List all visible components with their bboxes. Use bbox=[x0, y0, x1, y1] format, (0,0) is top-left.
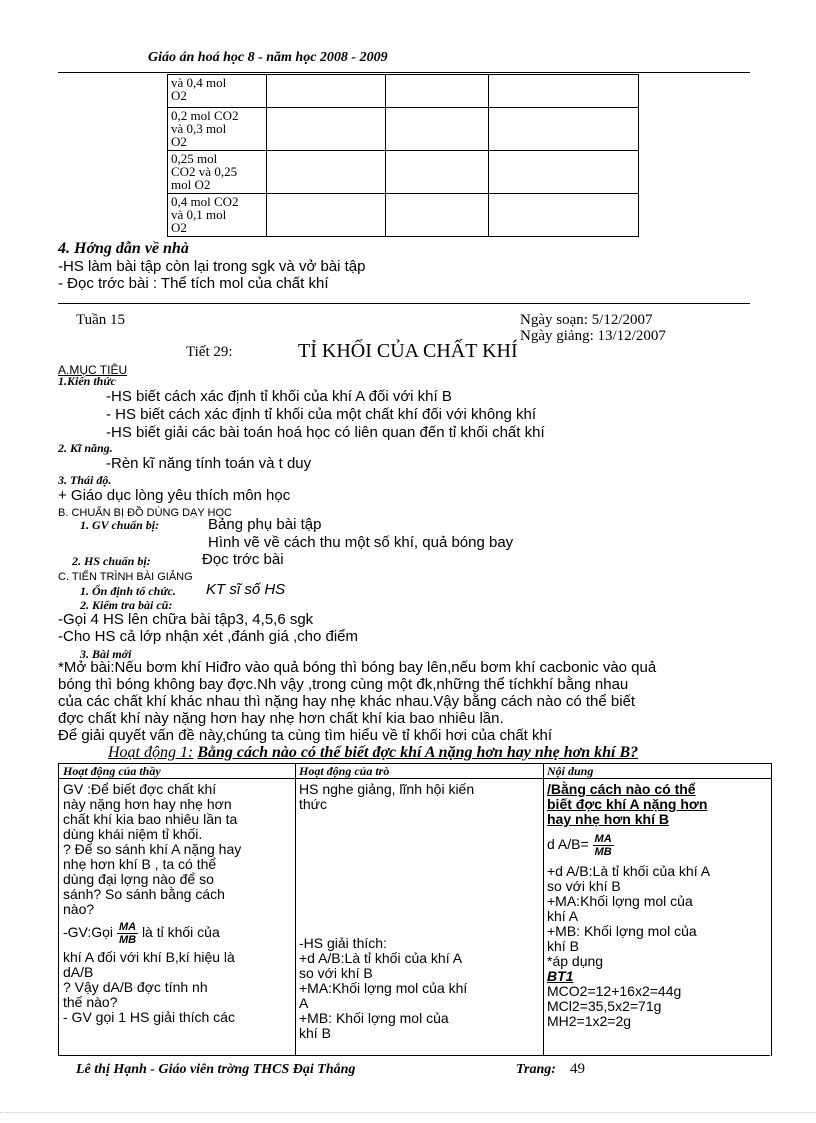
subheading: 1. GV chuẩn bị: bbox=[80, 518, 160, 532]
teacher-line: sánh? So sánh bằng cách bbox=[63, 886, 225, 902]
header-divider bbox=[59, 778, 771, 779]
teacher-line: nào? bbox=[63, 901, 95, 917]
table-row bbox=[168, 151, 639, 194]
teacher-line: nhẹ hơn khí B , ta có thể bbox=[63, 856, 217, 872]
exercise-label: BT1 bbox=[547, 968, 574, 984]
intro-line: Để giải quyết vấn đề này,chúng ta cùng tìm hiểu về tỉ khối hơi của chất khí bbox=[58, 727, 553, 744]
teacher-line: thế nào? bbox=[63, 994, 118, 1010]
table-cell bbox=[267, 108, 386, 151]
running-header: Giáo án hoá học 8 - năm học 2008 - 2009 bbox=[148, 50, 388, 65]
step-line: -Gọi 4 HS lên chữa bài tập3, 4,5,6 sgk bbox=[58, 611, 314, 628]
objective-line: -Rèn kĩ năng tính toán và t duy bbox=[106, 455, 312, 472]
table-cell: và 0,4 mol O2 bbox=[168, 75, 267, 108]
subheading: 2. HS chuẩn bị: bbox=[72, 554, 151, 568]
prev-table bbox=[167, 74, 639, 237]
lesson-title: TỈ KHỐI CỦA CHẤT KHÍ bbox=[298, 340, 518, 362]
content-title: hay nhẹ hơn khí B bbox=[547, 811, 669, 827]
period-label: Tiết 29: bbox=[186, 344, 233, 360]
teach-date: Ngày giảng: 13/12/2007 bbox=[520, 328, 666, 344]
column-divider bbox=[543, 764, 544, 1056]
objective-line: -HS biết giải các bài toán hoá học có liên quan đến tỉ khối chất khí bbox=[106, 424, 545, 441]
teacher-line: ? Để so sánh khí A nặng hay bbox=[63, 841, 242, 857]
content-formula: d A/B= $\frac{MA}{MB}$ bbox=[547, 833, 612, 858]
subheading: 3. Thái độ. bbox=[58, 473, 112, 487]
header-rule bbox=[58, 72, 750, 73]
column-header-teacher: Hoạt động của thầy bbox=[63, 764, 161, 778]
subheading: 1. Ổn định tổ chức. bbox=[80, 584, 176, 598]
table-cell bbox=[386, 151, 489, 194]
table-cell bbox=[489, 75, 639, 108]
activity-label: Hoạt động 1: bbox=[108, 744, 194, 761]
intro-line: của các chất khí khác nhau thì nặng hay nhẹ khác nhau.Vậy bằng cách nào có thể biết bbox=[58, 693, 636, 710]
content-column: /Bằng cách nào có thể biết đợc khí A nặng hơn hay nhẹ hơn khí B d A/B= $\frac{MA}{MB}$ +d A/B:Là tỉ khối của khí A so với khí B +MA:Khối lợng mol của khí A +MB: Khối lợng mol của khí B *áp dụng BT1 MCO2=12+16x2=44g MCl2=35,5x2=71g MH2=1x2=2g bbox=[547, 782, 767, 1029]
teacher-line: GV :Để biết đợc chất khí bbox=[63, 781, 217, 797]
teacher-line: ? Vậy dA/B đợc tính nh bbox=[63, 979, 208, 995]
homework-line: - Đọc trớc bài : Thể tích mol của chất khí bbox=[58, 275, 329, 292]
activity-heading bbox=[108, 744, 638, 762]
table-cell: 0,2 mol CO2 và 0,3 mol O2 bbox=[168, 108, 267, 151]
teacher-line: này nặng hơn hay nhẹ hơn bbox=[63, 796, 232, 812]
homework-line: -HS làm bài tập còn lại trong sgk và vở bài tập bbox=[58, 258, 366, 275]
week-label: Tuần 15 bbox=[76, 312, 126, 328]
content-title: /Bằng cách nào có thể bbox=[547, 781, 696, 797]
student-activity-bottom: -HS giải thích: +d A/B:Là tỉ khối của khí A so với khí B +MA:Khối lợng mol của khí A +MB: Khối lợng mol của khí B bbox=[299, 935, 468, 1041]
teacher-line: chất khí kia bao nhiêu lần ta bbox=[63, 811, 238, 827]
step-text: KT sĩ số HS bbox=[206, 581, 286, 598]
content-title: biết đợc khí A nặng hơn bbox=[547, 796, 708, 812]
table-cell bbox=[386, 194, 489, 237]
table-cell bbox=[489, 151, 639, 194]
subheading: 2. Kĩ năng. bbox=[58, 441, 113, 455]
teacher-line: - GV gọi 1 HS giải thích các bbox=[63, 1009, 235, 1025]
page-edge bbox=[0, 1112, 816, 1113]
intro-line: bóng thì bóng không bay đợc.Nh vậy ,trong cùng một đk,những thể tíchkhí bằng nhau bbox=[58, 676, 629, 693]
column-header-content: Nội dung bbox=[547, 764, 594, 778]
prep-line: Bảng phụ bài tập bbox=[208, 516, 322, 533]
column-header-student: Hoạt động của trò bbox=[299, 764, 390, 778]
table-row bbox=[168, 75, 639, 108]
section-heading: C. TIẾN TRÌNH BÀI GIẢNG bbox=[58, 571, 193, 583]
table-cell bbox=[267, 75, 386, 108]
page-number: 49 bbox=[570, 1061, 585, 1077]
table-row bbox=[168, 194, 639, 237]
section-heading: B. CHUẨN BỊ ĐỒ DÙNG DẠY HỌC bbox=[58, 507, 232, 519]
teacher-formula-line: -GV:Gọi $\frac{MA}{MB}$ là tỉ khối của bbox=[63, 921, 220, 946]
objective-line: - HS biết cách xác định tỉ khối của một chất khí đối với không khí bbox=[106, 406, 537, 423]
column-divider bbox=[295, 764, 296, 1056]
fraction: $\frac{MA}{MB}$ bbox=[594, 833, 612, 858]
section-heading: A.MỤC TIÊU bbox=[58, 363, 128, 377]
objective-line: -HS biết cách xác định tỉ khối của khí A đối với khí B bbox=[106, 388, 452, 405]
footer-author: Lê thị Hạnh - Giáo viên trờng THCS Đại Thắng bbox=[76, 1062, 356, 1077]
teacher-activity bbox=[63, 782, 291, 1025]
intro-line: đợc chất khí này nặng hơn hay nhẹ hơn chất khí kia bao nhiêu lần. bbox=[58, 710, 504, 727]
prep-date: Ngày soạn: 5/12/2007 bbox=[520, 312, 653, 328]
prep-line: Hình vẽ về cách thu một số khí, quả bóng bay bbox=[208, 534, 514, 551]
fraction: $\frac{MA}{MB}$ bbox=[118, 921, 137, 946]
teacher-line: dùng khái niệm tỉ khối. bbox=[63, 826, 203, 842]
step-line: -Cho HS cả lớp nhận xét ,đánh giá ,cho điểm bbox=[58, 628, 359, 645]
teacher-line: dùng đại lợng nào để so bbox=[63, 871, 214, 887]
table-row bbox=[168, 108, 639, 151]
subheading: 3. Bài mới bbox=[80, 647, 132, 661]
homework-title: 4. Hớng dẫn về nhà bbox=[58, 240, 189, 257]
student-activity-top: HS nghe giảng, lĩnh hội kiến thức bbox=[299, 781, 475, 812]
subheading: 2. Kiểm tra bài cũ: bbox=[80, 598, 173, 612]
intro-line: *Mở bài:Nếu bơm khí Hiđro vào quả bóng thì bóng bay lên,nếu bơm khí cacbonic vào quả bbox=[58, 659, 657, 676]
footer-page-label: Trang: bbox=[516, 1062, 556, 1077]
table-cell bbox=[489, 108, 639, 151]
section-rule bbox=[58, 303, 750, 304]
table-cell bbox=[489, 194, 639, 237]
lesson-table bbox=[58, 763, 772, 1056]
table-cell: 0,25 mol CO2 và 0,25 mol O2 bbox=[168, 151, 267, 194]
activity-title: Bằng cách nào có thể biết đợc khí A nặng hơn hay nhẹ hơn khí B? bbox=[197, 744, 639, 761]
table-cell bbox=[386, 75, 489, 108]
teacher-line: khí A đối với khí B,kí hiệu là bbox=[63, 949, 235, 965]
prep-line: Đọc trớc bài bbox=[202, 551, 284, 568]
table-bottom-rule bbox=[58, 1055, 770, 1056]
table-cell bbox=[386, 108, 489, 151]
subheading: 1.Kiến thức bbox=[58, 374, 116, 388]
table-cell bbox=[267, 151, 386, 194]
objective-line: + Giáo dục lòng yêu thích môn học bbox=[58, 487, 291, 504]
teacher-line: dA/B bbox=[63, 964, 94, 980]
table-cell bbox=[267, 194, 386, 237]
table-cell: 0,4 mol CO2 và 0,1 mol O2 bbox=[168, 194, 267, 237]
